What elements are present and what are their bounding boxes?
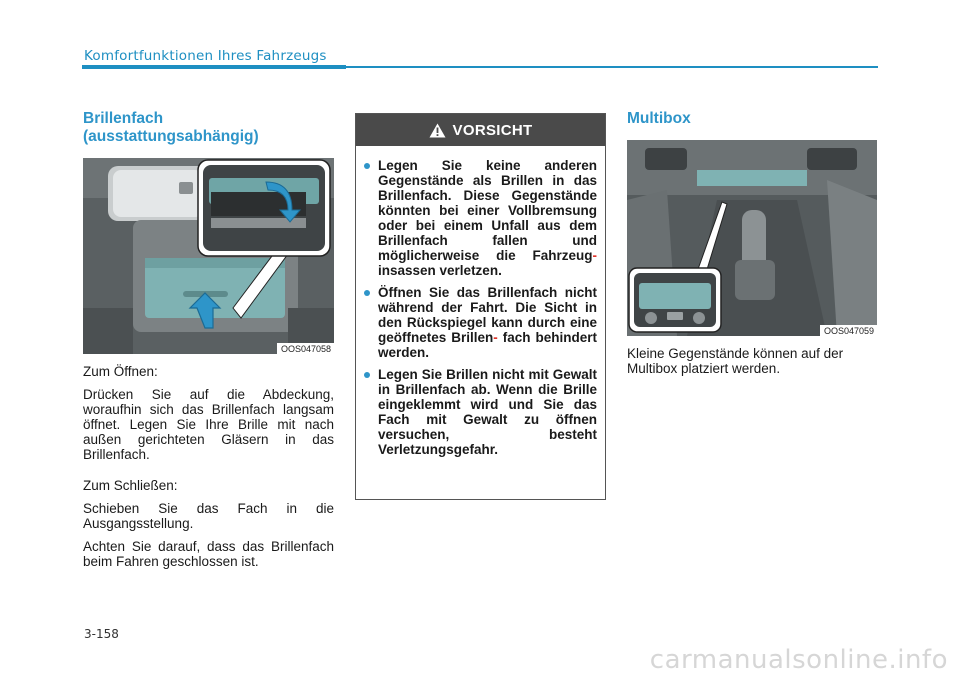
multibox-illustration <box>627 140 877 336</box>
caution-box <box>355 113 606 500</box>
hyphen: - <box>493 330 498 345</box>
column-brillenfach <box>83 110 334 569</box>
header-rule <box>346 66 878 68</box>
hyphen: - <box>592 248 597 263</box>
section-header: Komfortfunktionen Ihres Fahrzeugs <box>84 48 327 64</box>
bullet-icon <box>364 290 370 296</box>
page-number: 3-158 <box>84 627 119 641</box>
bullet-icon <box>364 163 370 169</box>
caution-header <box>356 114 605 146</box>
caution-text: Öffnen Sie das Brillenfach nicht während der Fahrt. Die Sicht in den Rückspiegel kann durch eine geöffnetes Brillen <box>378 285 597 345</box>
watermark: carmanualsonline.info <box>649 645 948 675</box>
caution-text: Legen Sie keine anderen Gegenstände als Brillen in das Brillenfach. Diese Gegenstände könnten bei einer Vollbremsung oder bei einem Unfall aus dem Brillenfach fallen und möglicherweise die Fahrzeug <box>378 158 597 263</box>
paragraph-open-instructions: Drücken Sie auf die Abdeckung, woraufhin sich das Brillenfach langsam öffnet. Legen Sie Ihre Brille mit nach außen gerichteten Gläsern in das Brillenfach. <box>83 387 334 462</box>
bullet-icon <box>364 372 370 378</box>
figure-code: OOS047058 <box>277 343 334 354</box>
paragraph-close-label: Zum Schließen: <box>83 478 178 493</box>
paragraph-close-note: Achten Sie darauf, dass das Brillenfach beim Fahren geschlossen ist. <box>83 539 334 569</box>
paragraph-open-label: Zum Öffnen: <box>83 364 158 379</box>
warning-triangle-icon <box>429 123 446 138</box>
sunglass-holder-illustration <box>83 158 334 354</box>
caution-text-cont: insassen verletzen. <box>378 263 502 278</box>
title-line-1: Brillenfach <box>83 110 164 127</box>
figure-code: OOS047059 <box>820 325 877 336</box>
caution-item <box>364 158 597 278</box>
caution-text: Legen Sie Brillen nicht mit Gewalt in Brillenfach ab. Wenn die Brille eingeklemmt wird und Sie das Fach mit Gewalt zu öffnen versuchen, besteht Verletzungsgefahr. <box>378 367 597 457</box>
caution-text-cont: fach behindert werden. <box>378 330 597 360</box>
figure-multibox <box>627 140 877 336</box>
paragraph-multibox: Kleine Gegenstände können auf der Multibox platziert werden. <box>627 346 844 376</box>
header-bar <box>82 65 346 69</box>
caution-list <box>356 146 605 457</box>
caution-item <box>364 285 597 360</box>
figure-sunglass-holder <box>83 158 334 354</box>
section-title-multibox: Multibox <box>627 110 691 127</box>
title-line-2: (ausstattungsabhängig) <box>83 128 259 145</box>
column-multibox <box>627 110 877 376</box>
caution-heading: VORSICHT <box>452 121 533 139</box>
section-title-brillenfach <box>83 110 334 146</box>
caution-item <box>364 367 597 457</box>
paragraph-close-instructions: Schieben Sie das Fach in die Ausgangsstellung. <box>83 501 334 531</box>
